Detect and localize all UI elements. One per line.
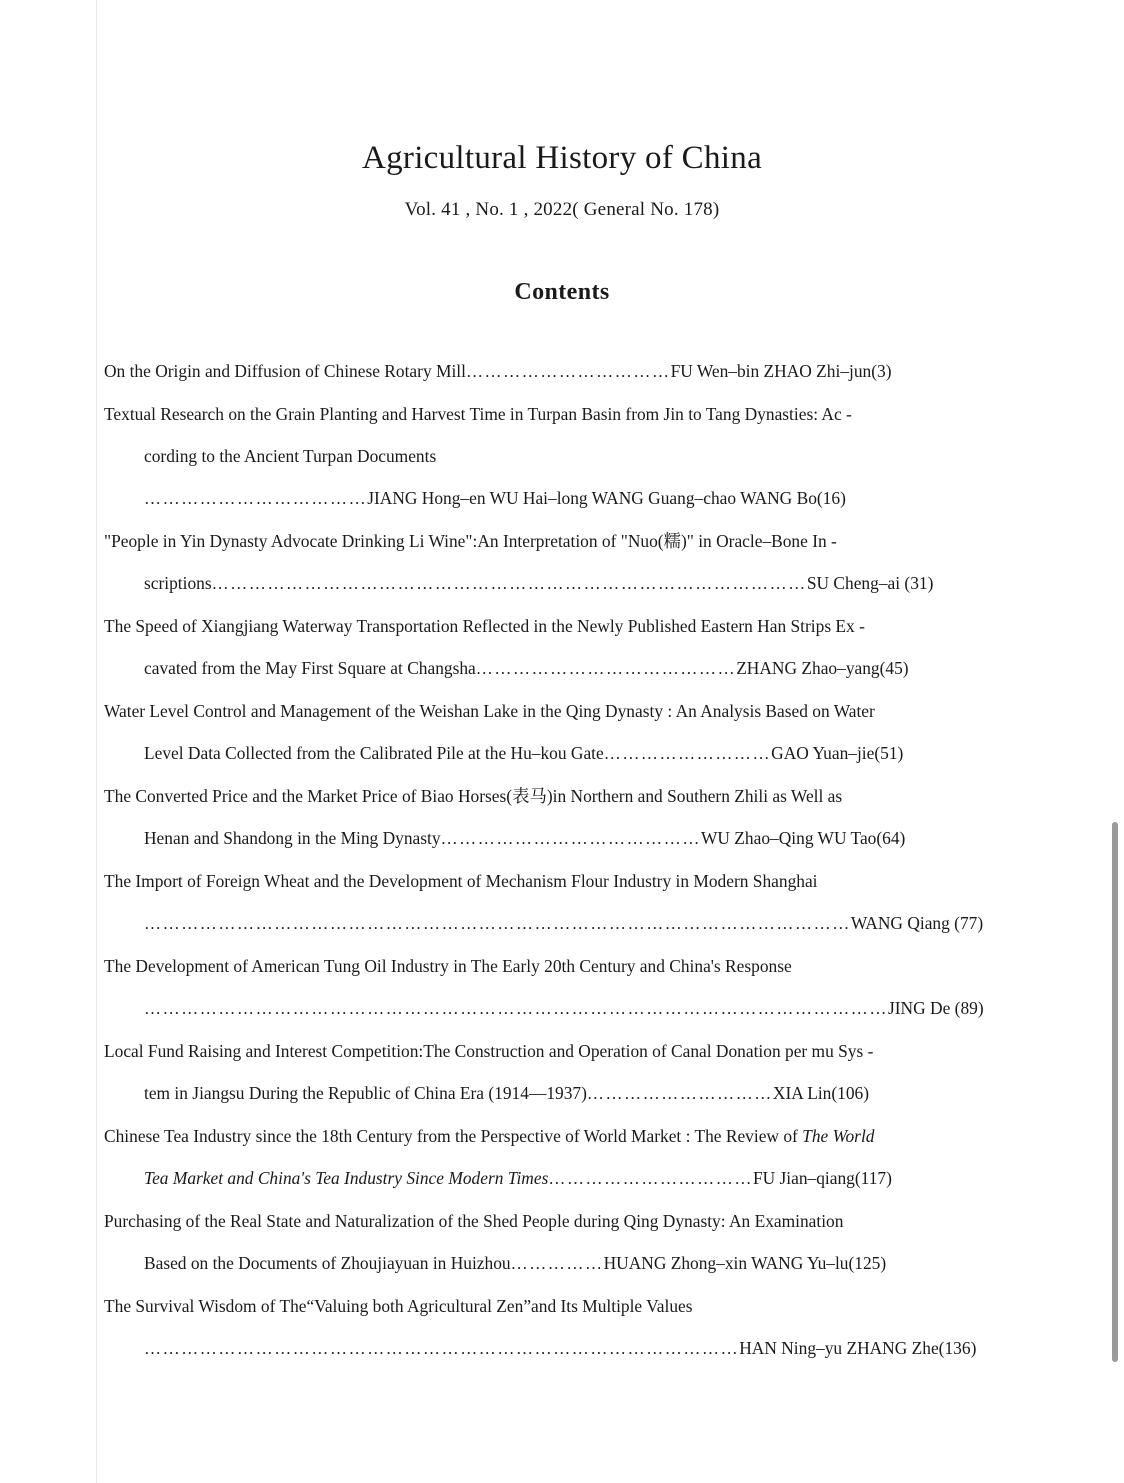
toc-entry-line xyxy=(104,520,1024,562)
toc-entry-line xyxy=(104,690,1024,732)
toc-entry-line xyxy=(104,732,1024,775)
toc-authors-and-page: SU Cheng–ai (31) xyxy=(806,573,934,594)
toc-authors-and-page: XIA Lin(106) xyxy=(772,1083,870,1104)
toc-title-text: The Speed of Xiangjiang Waterway Transportation Reflected in the Newly Published Eastern Han Strips Ex - xyxy=(104,616,865,637)
toc-entry-line xyxy=(104,1327,1024,1370)
toc-entry[interactable] xyxy=(104,860,1024,945)
toc-dot-leader: …………………………………… xyxy=(440,829,701,849)
toc-entry-line xyxy=(104,987,1024,1030)
toc-entry-line xyxy=(104,647,1024,690)
toc-title-italic: The World xyxy=(802,1126,875,1147)
toc-authors-and-page: WU Zhao–Qing WU Tao(64) xyxy=(700,828,906,849)
toc-entry-line xyxy=(104,477,1024,520)
toc-title-text: Henan and Shandong in the Ming Dynasty xyxy=(144,828,441,849)
toc-authors-and-page: JIANG Hong–en WU Hai–long WANG Guang–chao WANG Bo(16) xyxy=(367,488,846,509)
toc-dot-leader: ……………………………… xyxy=(144,489,368,509)
toc-entry-line xyxy=(104,1285,1024,1327)
toc-title-text: On the Origin and Diffusion of Chinese Rotary Mill xyxy=(104,361,466,382)
toc-dot-leader: …………… xyxy=(510,1254,604,1274)
toc-dot-leader: …………………………………………………………………………………………………… xyxy=(144,914,851,934)
vertical-scrollbar[interactable] xyxy=(1112,822,1118,1362)
toc-dot-leader: …………………………… xyxy=(465,362,671,382)
toc-entry[interactable] xyxy=(104,393,1024,520)
toc-entry-line xyxy=(104,1242,1024,1285)
toc-title-text: cavated from the May First Square at Changsha xyxy=(144,658,476,679)
contents-heading: Contents xyxy=(514,279,610,306)
toc-authors-and-page: GAO Yuan–jie(51) xyxy=(771,743,904,764)
toc-entry[interactable] xyxy=(104,520,1024,605)
toc-title-italic: Tea Market and China's Tea Industry Since Modern Times xyxy=(144,1168,549,1189)
toc-authors-and-page: WANG Qiang (77) xyxy=(850,913,984,934)
toc-authors-and-page: ZHANG Zhao–yang(45) xyxy=(736,658,909,679)
toc-dot-leader: …………………………………………………………………………………… xyxy=(144,1339,740,1359)
toc-entry-line xyxy=(104,817,1024,860)
toc-entry[interactable] xyxy=(104,775,1024,860)
toc-title-text: Purchasing of the Real State and Naturalization of the Shed People during Qing Dynasty: An Examination xyxy=(104,1211,844,1232)
toc-entry-line xyxy=(104,350,1024,393)
toc-title-text: The Converted Price and the Market Price of Biao Horses(表马)in Northern and Southern Zhili as Well as xyxy=(104,786,843,807)
toc-entry-line xyxy=(104,1072,1024,1115)
toc-entry-line xyxy=(104,1030,1024,1072)
toc-dot-leader: ………………………………………………………………………………………………………… xyxy=(144,999,888,1019)
table-of-contents xyxy=(0,350,1124,1370)
page-edge-line xyxy=(96,0,97,1483)
toc-dot-leader: ………………………… xyxy=(586,1084,773,1104)
toc-entry-line xyxy=(104,775,1024,817)
toc-entry[interactable] xyxy=(104,1200,1024,1285)
toc-entry[interactable] xyxy=(104,1030,1024,1115)
toc-entry-line xyxy=(104,605,1024,647)
toc-title-text: Water Level Control and Management of the Weishan Lake in the Qing Dynasty : An Analysis Based on Water xyxy=(104,701,875,722)
toc-title-text: scriptions xyxy=(144,573,212,594)
toc-entry-line xyxy=(104,1200,1024,1242)
toc-entry-line xyxy=(104,860,1024,902)
toc-title-text: tem in Jiangsu During the Republic of China Era (1914—1937) xyxy=(144,1083,587,1104)
toc-entry-line xyxy=(104,1157,1024,1200)
toc-entry-line xyxy=(104,562,1024,605)
toc-authors-and-page: HUANG Zhong–xin WANG Yu–lu(125) xyxy=(603,1253,887,1274)
toc-entry[interactable] xyxy=(104,350,1024,393)
toc-title-text: cording to the Ancient Turpan Documents xyxy=(144,446,437,467)
toc-entry[interactable] xyxy=(104,690,1024,775)
toc-entry-line xyxy=(104,393,1024,435)
issue-line: Vol. 41 , No. 1 , 2022( General No. 178) xyxy=(404,199,720,221)
toc-entry-line xyxy=(104,945,1024,987)
toc-entry[interactable] xyxy=(104,605,1024,690)
toc-entry[interactable] xyxy=(104,945,1024,1030)
toc-authors-and-page: FU Jian–qiang(117) xyxy=(752,1168,892,1189)
toc-entry[interactable] xyxy=(104,1115,1024,1200)
toc-title-text: The Development of American Tung Oil Industry in The Early 20th Century and China's Response xyxy=(104,956,792,977)
toc-title-text: "People in Yin Dynasty Advocate Drinking Li Wine":An Interpretation of "Nuo(糯)" in Oracle–Bone In - xyxy=(104,531,837,552)
toc-authors-and-page: FU Wen–bin ZHAO Zhi–jun(3) xyxy=(670,361,892,382)
toc-authors-and-page: JING De (89) xyxy=(888,998,984,1019)
toc-dot-leader: ……………………… xyxy=(603,744,772,764)
toc-entry-line xyxy=(104,435,1024,477)
toc-title-text: Local Fund Raising and Interest Competition:The Construction and Operation of Canal Donation per mu Sys - xyxy=(104,1041,874,1062)
journal-title: Agricultural History of China xyxy=(361,140,763,176)
toc-dot-leader: …………………………………………………………………………………… xyxy=(211,574,807,594)
toc-title-text: Level Data Collected from the Calibrated Pile at the Hu–kou Gate xyxy=(144,743,604,764)
toc-title-text: Chinese Tea Industry since the 18th Century from the Perspective of World Market : The Review of xyxy=(104,1126,803,1147)
toc-dot-leader: …………………………… xyxy=(548,1169,753,1189)
toc-entry-line xyxy=(104,1115,1024,1157)
toc-title-text: Textual Research on the Grain Planting and Harvest Time in Turpan Basin from Jin to Tang Dynasties: Ac - xyxy=(104,404,852,425)
toc-title-text: The Survival Wisdom of The“Valuing both Agricultural Zen”and Its Multiple Values xyxy=(104,1296,693,1317)
toc-dot-leader: …………………………………… xyxy=(475,659,737,679)
toc-title-text: Based on the Documents of Zhoujiayuan in Huizhou xyxy=(144,1253,511,1274)
toc-entry-line xyxy=(104,902,1024,945)
toc-title-text: The Import of Foreign Wheat and the Development of Mechanism Flour Industry in Modern Shanghai xyxy=(104,871,818,892)
toc-entry[interactable] xyxy=(104,1285,1024,1370)
toc-authors-and-page: HAN Ning–yu ZHANG Zhe(136) xyxy=(739,1338,977,1359)
